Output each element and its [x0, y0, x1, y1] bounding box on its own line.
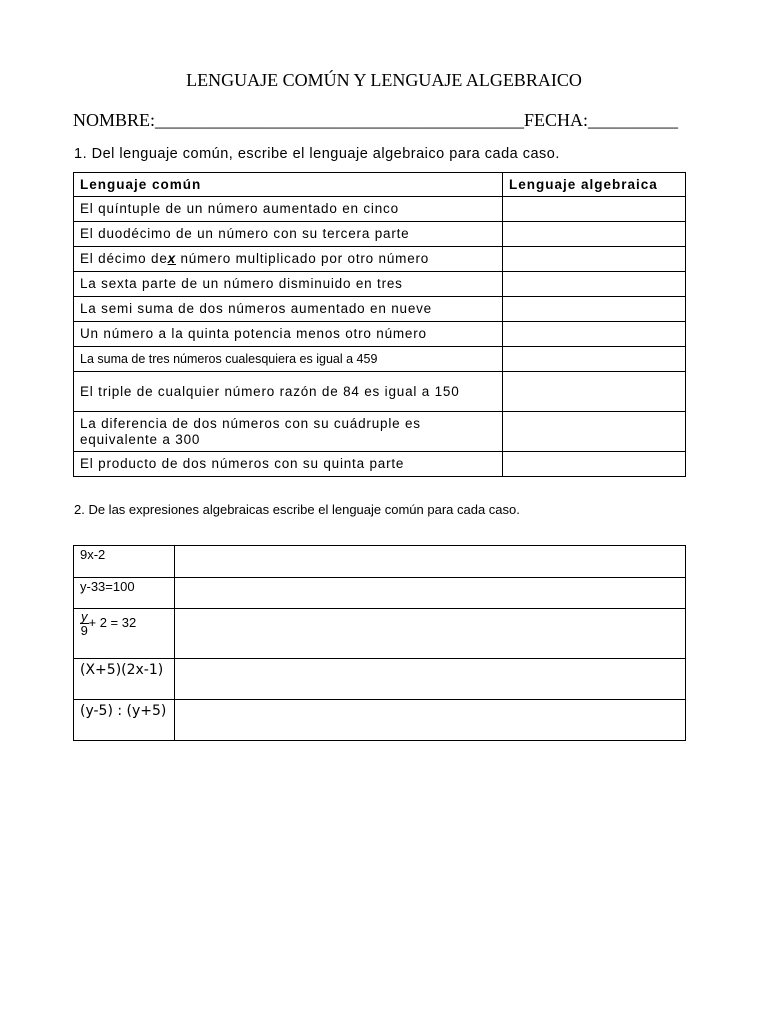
fraction-denominator: 9 [80, 623, 88, 638]
table-row [74, 347, 686, 372]
answer-cell[interactable] [503, 272, 686, 297]
expression-cell: (y-5) : (y+5) [74, 700, 175, 741]
answer-cell[interactable] [503, 412, 686, 452]
row-text: El duodécimo de un número con su tercera parte [74, 222, 503, 247]
answer-cell[interactable] [503, 347, 686, 372]
row-text: La suma de tres números cualesquiera es igual a 459 [74, 347, 503, 372]
table-row [74, 609, 686, 659]
name-field[interactable]: _________________________________________ [155, 110, 525, 130]
fraction-numerator: y [81, 609, 88, 624]
table-row [74, 297, 686, 322]
answer-cell[interactable] [175, 546, 686, 578]
fraction [80, 610, 89, 637]
date-label: FECHA: [524, 110, 589, 130]
row-text: El producto de dos números con su quinta parte [74, 452, 503, 477]
date-field[interactable]: __________ [588, 110, 679, 130]
answer-cell[interactable] [503, 452, 686, 477]
table-row [74, 222, 686, 247]
row-text [74, 247, 503, 272]
table-row [74, 452, 686, 477]
expression-rest: + 2 = 32 [88, 614, 137, 630]
name-label: NOMBRE: [73, 110, 156, 130]
table-row [74, 578, 686, 609]
answer-cell[interactable] [503, 322, 686, 347]
header-algebraic: Lenguaje algebraica [503, 173, 686, 197]
row-text-start: El décimo de [80, 251, 168, 266]
algebraic-to-common-table [73, 545, 686, 741]
table-row [74, 247, 686, 272]
answer-cell[interactable] [175, 609, 686, 659]
expression-cell: (X+5)(2x-1) [74, 659, 175, 700]
page-title: LENGUAJE COMÚN Y LENGUAJE ALGEBRAICO [186, 70, 582, 90]
answer-cell[interactable] [503, 222, 686, 247]
row-text: La semi suma de dos números aumentado en nueve [74, 297, 503, 322]
table-row [74, 700, 686, 741]
table-row [74, 372, 686, 412]
table-row [74, 412, 686, 452]
expression-cell: 9x-2 [74, 546, 175, 578]
table-header-row [74, 173, 686, 197]
name-date-line [73, 110, 678, 131]
expression-cell: y-33=100 [74, 578, 175, 609]
answer-cell[interactable] [175, 659, 686, 700]
answer-cell[interactable] [503, 297, 686, 322]
row-text-end: número multiplicado por otro número [175, 251, 430, 266]
answer-cell[interactable] [175, 700, 686, 741]
table-row [74, 322, 686, 347]
answer-cell[interactable] [503, 197, 686, 222]
header-common: Lenguaje común [74, 173, 503, 197]
row-text: El triple de cualquier número razón de 84 es igual a 150 [74, 372, 503, 412]
row-text: La sexta parte de un número disminuido en tres [74, 272, 503, 297]
common-to-algebraic-table [73, 172, 686, 477]
row-text: La diferencia de dos números con su cuádruple es equivalente a 300 [74, 412, 503, 452]
question-1: 1. Del lenguaje común, escribe el lenguaje algebraico para cada caso. [74, 146, 560, 162]
table-row [74, 659, 686, 700]
answer-cell[interactable] [175, 578, 686, 609]
variable-x: x [167, 251, 176, 266]
row-text: Un número a la quinta potencia menos otro número [74, 322, 503, 347]
expression-cell [74, 609, 175, 659]
answer-cell[interactable] [503, 372, 686, 412]
question-2: 2. De las expresiones algebraicas escribe el lenguaje común para cada caso. [74, 502, 520, 517]
table-row [74, 272, 686, 297]
row-text: El quíntuple de un número aumentado en cinco [74, 197, 503, 222]
answer-cell[interactable] [503, 247, 686, 272]
table-row [74, 197, 686, 222]
table-row [74, 546, 686, 578]
